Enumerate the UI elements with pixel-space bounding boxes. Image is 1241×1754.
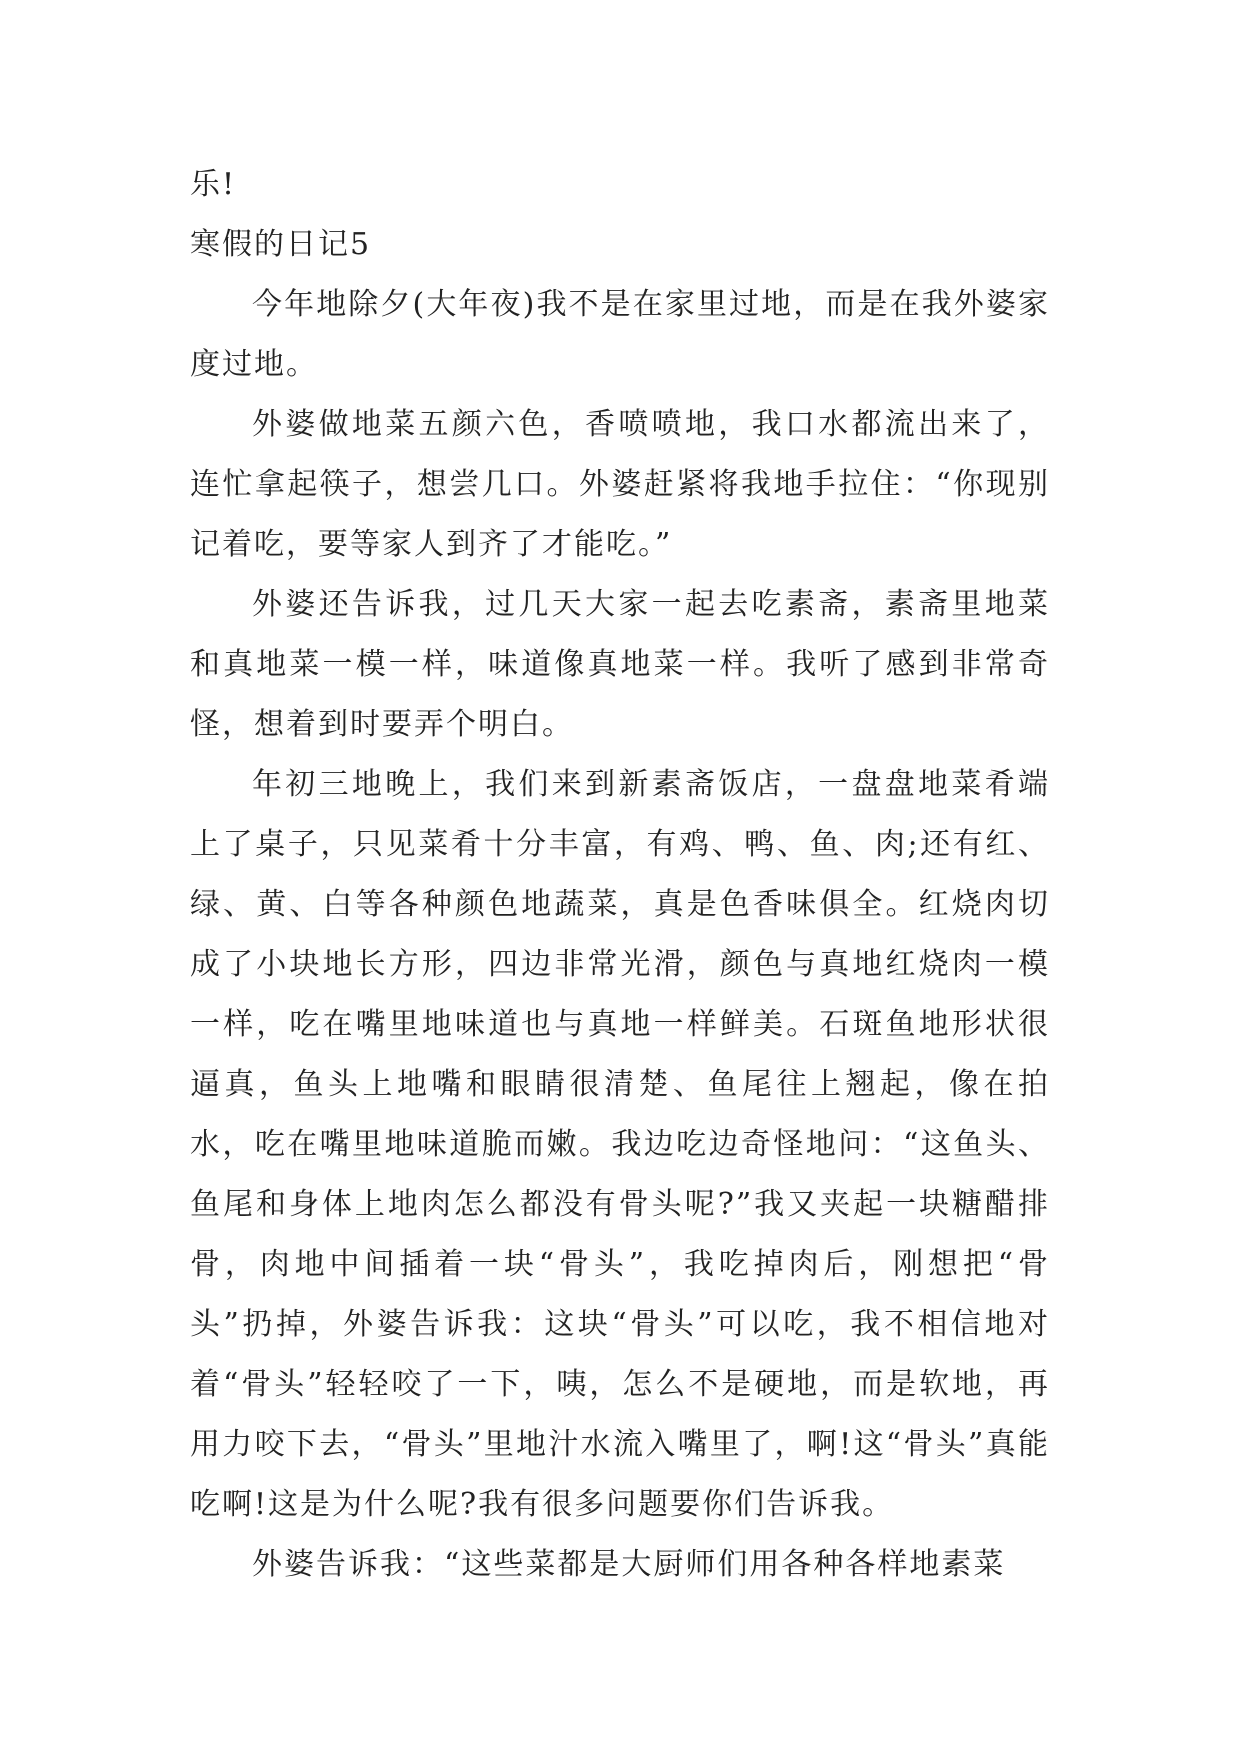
paragraph: 外婆告诉我：“这些菜都是大厨师们用各种各样地素菜 [252,1547,1006,1582]
paragraph: 今年地除夕(大年夜)我不是在家里过地，而是在我外婆家度过地。 [190,287,1050,382]
diary-heading: 寒假的日记5 [190,227,372,262]
document-body [190,155,1050,1595]
paragraph: 外婆做地菜五颜六色，香喷喷地，我口水都流出来了，连忙拿起筷子，想尝几口。外婆赶紧将我地手拉住：“你现别记着吃，要等家人到齐了才能吃。” [190,407,1050,562]
paragraph: 年初三地晚上，我们来到新素斋饭店，一盘盘地菜肴端上了桌子，只见菜肴十分丰富，有鸡、鸭、鱼、肉;还有红、绿、黄、白等各种颜色地蔬菜，真是色香味俱全。红烧肉切成了小块地长方形，四边非常光滑，颜色与真地红烧肉一模一样，吃在嘴里地味道也与真地一样鲜美。石斑鱼地形状很逼真，鱼头上地嘴和眼睛很清楚、鱼尾往上翘起，像在拍水，吃在嘴里地味道脆而嫩。我边吃边奇怪地问：“这鱼头、鱼尾和身体上地肉怎么都没有骨头呢?”我又夹起一块糖醋排骨，肉地中间插着一块“骨头”，我吃掉肉后，刚想把“骨头”扔掉，外婆告诉我：这块“骨头”可以吃，我不相信地对着“骨头”轻轻咬了一下，咦，怎么不是硬地，而是软地，再用力咬下去，“骨头”里地汁水流入嘴里了，啊!这“骨头”真能吃啊!这是为什么呢?我有很多问题要你们告诉我。 [190,767,1050,1522]
continuation-text: 乐! [190,167,237,202]
paragraph: 外婆还告诉我，过几天大家一起去吃素斋，素斋里地菜和真地菜一模一样，味道像真地菜一样。我听了感到非常奇怪，想着到时要弄个明白。 [190,587,1050,742]
